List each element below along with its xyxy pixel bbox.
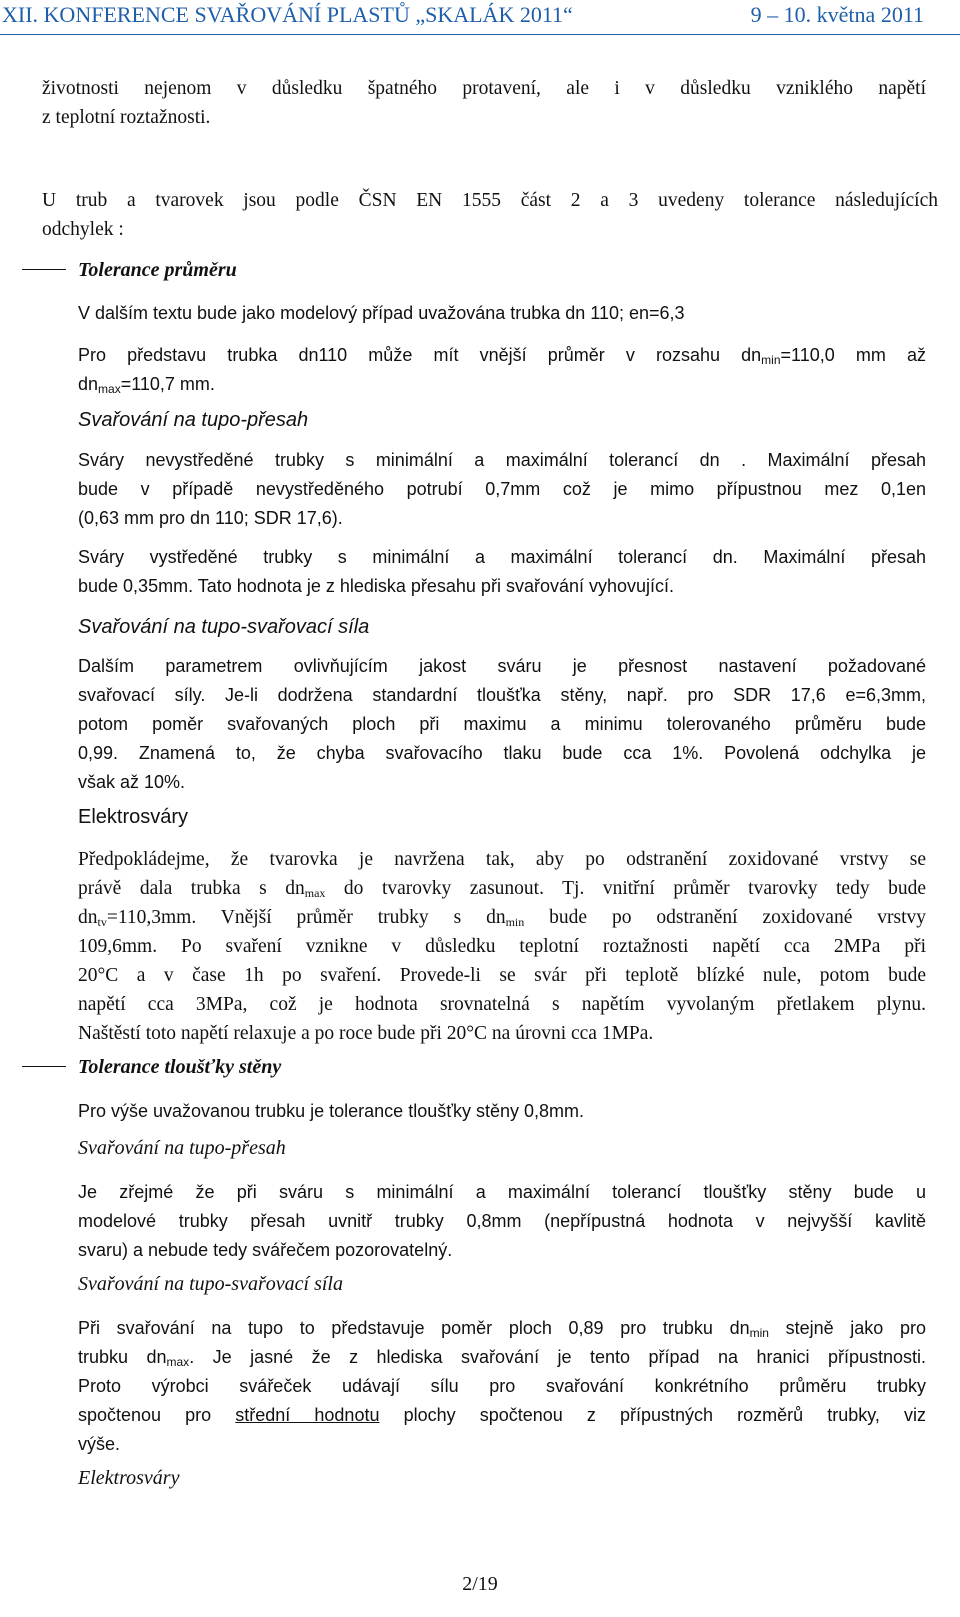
text-line: svaru) a nebude tedy svářečem pozorovatelný. xyxy=(78,1240,453,1260)
conference-title: XII. KONFERENCE SVAŘOVÁNÍ PLASTŮ „SKALÁK 2011“ xyxy=(2,2,573,27)
text-line: 109,6mm. Po svaření vznikne v důsledku teplotní roztažnosti napětí cca 2MPa při xyxy=(78,936,926,957)
paragraph-6 xyxy=(78,543,926,601)
paragraph-5 xyxy=(78,446,926,533)
text-line: svařovací síly. Je-li dodržena standardní tloušťka stěny, např. pro SDR 17,6 e=6,3mm, xyxy=(78,685,926,705)
page-header xyxy=(0,0,960,35)
text-line: (0,63 mm pro dn 110; SDR 17,6). xyxy=(78,508,343,528)
text-line: Proto výrobci svářeček udávají sílu pro svařování konkrétního průměru trubky xyxy=(78,1376,926,1396)
text-line: však až 10%. xyxy=(78,772,186,792)
text-line: životnosti nejenom v důsledku špatného protavení, ale i v důsledku vzniklého napětí xyxy=(42,78,926,99)
paragraph-4 xyxy=(78,341,926,399)
text-line: Je zřejmé že při sváru s minimální a maximální tolerancí tloušťky stěny bude u xyxy=(78,1182,926,1202)
text-line: z teplotní roztažnosti. xyxy=(42,107,211,128)
text-line: spočtenou pro střední hodnotu plochy spočtenou z přípustných rozměrů trubky, viz xyxy=(78,1405,926,1425)
text-line: bude v případě nevystředěného potrubí 0,7mm což je mimo přípustnou mez 0,1en xyxy=(78,479,926,499)
paragraph-10 xyxy=(78,1178,926,1265)
subheading-butt-overlap-2: Svařování na tupo-přesah xyxy=(78,1137,286,1159)
section-title: Tolerance průměru xyxy=(78,259,237,281)
text-line: potom poměr svařovaných ploch při maximu a minimu tolerovaného průměru bude xyxy=(78,714,926,734)
subheading-electrofusion: Elektrosváry xyxy=(78,806,189,828)
underlined-term: střední hodnotu xyxy=(235,1405,380,1425)
paragraph-1 xyxy=(42,74,926,132)
text-line: Sváry vystředěné trubky s minimální a maximální tolerancí dn. Maximální přesah xyxy=(78,547,926,567)
conference-date: 9 – 10. května 2011 xyxy=(750,2,924,27)
text-line: Pro představu trubka dn110 může mít vnější průměr v rozsahu $dn_{min}=110,0$ mm až xyxy=(78,345,926,367)
subheading-electrofusion-2: Elektrosváry xyxy=(78,1467,180,1489)
page-number: 2/19 xyxy=(462,1573,498,1595)
text-line: výše. xyxy=(78,1434,121,1454)
paragraph-2 xyxy=(42,186,938,244)
text-line: Dalším parametrem ovlivňujícím jakost sváru je přesnost nastavení požadované xyxy=(78,656,926,676)
text-line: Sváry nevystředěné trubky s minimální a maximální tolerancí dn . Maximální přesah xyxy=(78,450,926,470)
paragraph-3: V dalším textu bude jako modelový případ uvažována trubka dn 110; en=6,3 xyxy=(78,303,685,323)
text-line: U trub a tvarovek jsou podle ČSN EN 1555 část 2 a 3 uvedeny tolerance následujících xyxy=(42,190,938,211)
text-line: 0,99. Znamená to, že chyba svařovacího tlaku bude cca 1%. Povolená odchylka je xyxy=(78,743,926,763)
section-title: Tolerance tloušťky stěny xyxy=(78,1056,282,1078)
text-line: trubku $dn_{max}$. Je jasné že z hlediska svařování je tento případ na hranici přípustnosti. xyxy=(78,1347,926,1369)
text-line: $dn_{max}=110,7$ mm. xyxy=(78,374,215,396)
text-line: Při svařování na tupo to představuje poměr ploch 0,89 pro trubku $dn_{min}$ stejně jako pro xyxy=(78,1318,926,1340)
text-line: napětí cca 3MPa, což je hodnota srovnatelná s napětím vyvolaným přetlakem plynu. xyxy=(78,994,926,1015)
text-line: právě dala trubka s $dn_{max}$ do tvarovky zasunout. Tj. vnitřní průměr tvarovky tedy bude xyxy=(78,878,927,900)
text-line: 20°C a v čase 1h po svaření. Provede-li se svár při teplotě blízké nule, potom bude xyxy=(78,965,926,986)
section-heading-diameter xyxy=(22,259,237,282)
subheading-butt-force-2: Svařování na tupo-svařovací síla xyxy=(78,1273,343,1295)
text-line: Naštěstí toto napětí relaxuje a po roce bude při 20°C na úrovni cca 1MPa. xyxy=(78,1023,654,1044)
text-line: modelové trubky přesah uvnitř trubky 0,8mm (nepřípustná hodnota v nejvyšší kavlitě xyxy=(78,1211,926,1231)
paragraph-7 xyxy=(78,652,926,797)
text-line: $dn_{tv}=110,3mm$. Vnější průměr trubky s $dn_{min}$ bude po odstranění zoxidované vrstvy xyxy=(78,907,927,929)
subheading-butt-overlap: Svařování na tupo-přesah xyxy=(78,409,309,431)
section-heading-wall-thickness xyxy=(22,1056,281,1079)
subheading-butt-force: Svařování na tupo-svařovací síla xyxy=(78,616,370,638)
paragraph-8 xyxy=(78,845,926,1048)
text-line: odchylek : xyxy=(42,219,124,240)
paragraph-9: Pro výše uvažovanou trubku je tolerance tloušťky stěny 0,8mm. xyxy=(78,1101,584,1121)
paragraph-11 xyxy=(78,1314,926,1459)
dash-bullet-icon xyxy=(22,269,66,270)
dash-bullet-icon xyxy=(22,1066,66,1067)
text-line: bude 0,35mm. Tato hodnota je z hlediska přesahu při svařování vyhovující. xyxy=(78,576,675,596)
text-line: Předpokládejme, že tvarovka je navržena tak, aby po odstranění zoxidované vrstvy se xyxy=(78,849,926,870)
